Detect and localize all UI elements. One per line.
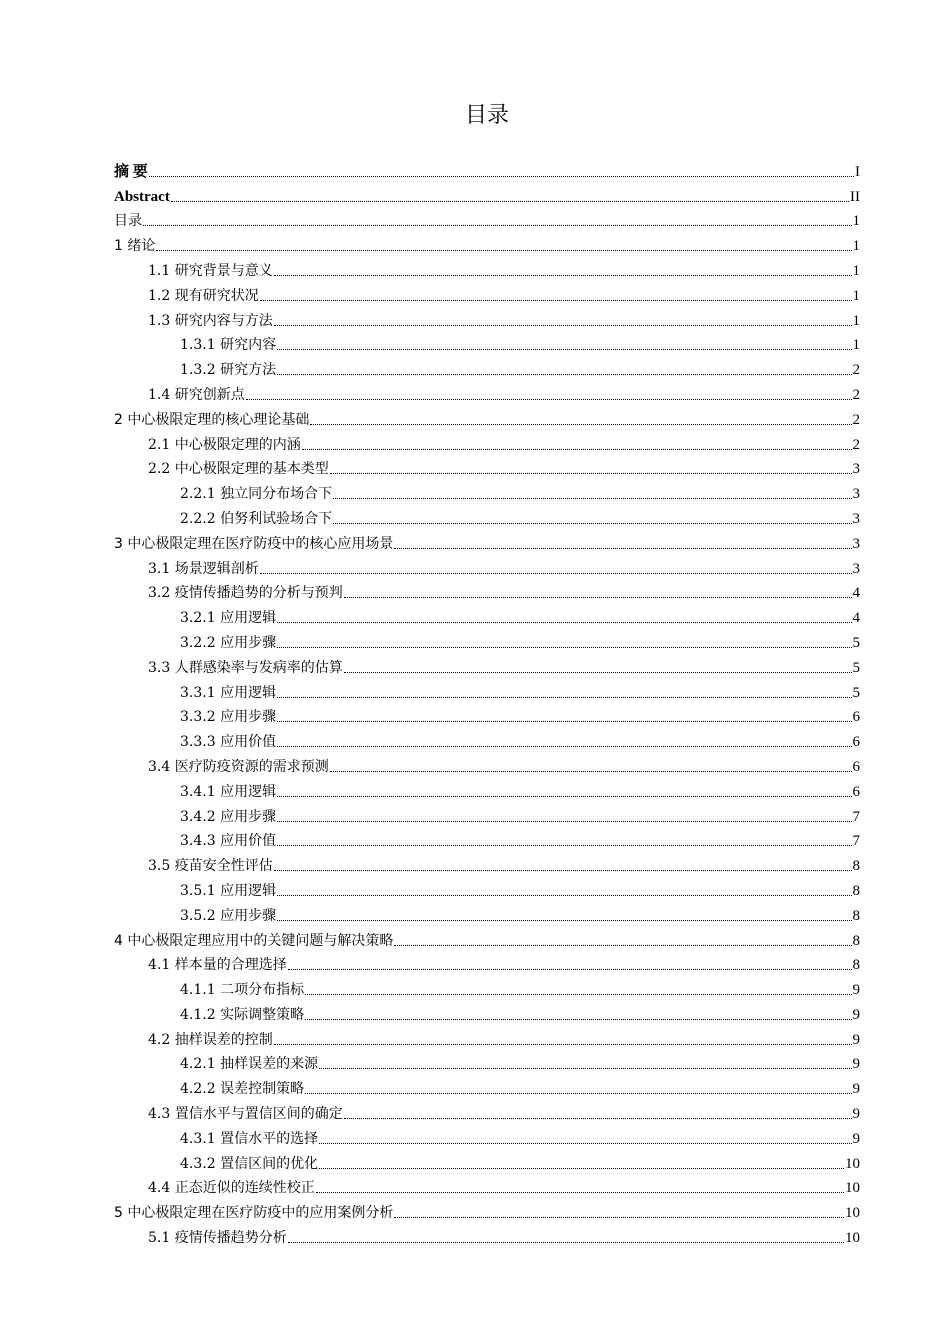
toc-entry[interactable] [114,1222,860,1247]
toc-entry-page-number: 1 [852,287,860,304]
toc-entry-page-number: 9 [852,1056,860,1073]
toc-entry-label: 4.2.2 误差控制策略 [180,1081,305,1098]
toc-entry-page-number: 6 [852,709,860,726]
toc-entry[interactable] [114,528,860,553]
toc-entry[interactable] [114,925,860,950]
toc-entry-label: 3.4.2 应用步骤 [180,808,277,825]
toc-entry[interactable] [114,850,860,875]
dot-leader [319,1142,851,1144]
dot-leader [305,993,851,995]
toc-entry[interactable] [114,578,860,603]
toc-entry[interactable] [114,1098,860,1123]
dot-leader [277,919,851,921]
toc-entry-label: 2.2.2 伯努利试验场合下 [180,510,333,527]
toc-entry-label: 5.1 疫情传播趋势分析 [148,1230,287,1247]
toc-entry-label: 3.4.1 应用逻辑 [180,783,277,800]
dot-leader [288,1241,844,1243]
toc-entry[interactable] [114,801,860,826]
toc-entry-label: 4.2 抽样误差的控制 [148,1031,273,1048]
toc-entry-page-number: 10 [845,1230,860,1247]
toc-list [114,156,860,1247]
toc-entry-page-number: 1 [852,337,860,354]
dot-leader [333,497,851,499]
toc-entry[interactable] [114,354,860,379]
toc-entry-label: 3.4.3 应用价值 [180,833,277,850]
dot-leader [274,1043,852,1045]
dot-leader [156,249,851,251]
toc-entry-page-number: 3 [852,461,860,478]
dot-leader [277,621,851,623]
toc-entry-label: 1.3.2 研究方法 [180,362,277,379]
toc-entry[interactable] [114,627,860,652]
toc-entry-page-number: 8 [852,882,860,899]
toc-entry-label: 3.2.1 应用逻辑 [180,610,277,627]
toc-entry-page-number: 2 [852,411,860,428]
toc-entry[interactable] [114,726,860,751]
toc-entry-label: 2.2.1 独立同分布场合下 [180,486,333,503]
dot-leader [277,348,851,350]
dot-leader [344,1117,852,1119]
toc-entry-label: 1 绪论 [114,238,156,255]
toc-entry[interactable] [114,751,860,776]
toc-entry[interactable] [114,454,860,479]
toc-entry[interactable] [114,776,860,801]
dot-leader [305,1092,851,1094]
toc-entry-page-number: 3 [852,510,860,527]
toc-entry[interactable] [114,702,860,727]
toc-entry-label: 1.1 研究背景与意义 [148,262,273,279]
toc-entry[interactable] [114,950,860,975]
toc-entry-page-number: 1 [852,213,860,230]
toc-entry[interactable] [114,1123,860,1148]
dot-leader [305,1018,851,1020]
dot-leader [274,869,852,871]
toc-entry[interactable] [114,875,860,900]
toc-entry-label: 3.3 人群感染率与发病率的估算 [148,659,343,676]
dot-leader [277,696,851,698]
toc-entry[interactable] [114,503,860,528]
toc-entry-label: 3.5.2 应用步骤 [180,907,277,924]
toc-entry[interactable] [114,1173,860,1198]
dot-leader [302,448,852,450]
toc-entry[interactable] [114,305,860,330]
toc-entry-page-number: 10 [845,1205,860,1222]
toc-entry-page-number: 6 [852,758,860,775]
toc-entry[interactable] [114,156,860,181]
dot-leader [316,1191,844,1193]
toc-entry-label: 3.4 医疗防疫资源的需求预测 [148,758,329,775]
toc-entry[interactable] [114,974,860,999]
toc-entry-label: 1.2 现有研究状况 [148,287,259,304]
toc-entry-label: 3 中心极限定理在医疗防疫中的核心应用场景 [114,535,394,552]
toc-entry[interactable] [114,1073,860,1098]
dot-leader [143,224,852,226]
dot-leader [319,1067,851,1069]
toc-entry-label: 3.3.2 应用步骤 [180,709,277,726]
toc-entry-label: 4.3.1 置信水平的选择 [180,1130,319,1147]
toc-entry-label: 3.5.1 应用逻辑 [180,882,277,899]
toc-entry-page-number: II [850,188,860,205]
dot-leader [277,844,851,846]
toc-entry-label: 4.1.1 二项分布指标 [180,982,305,999]
dot-leader [330,770,852,772]
toc-entry[interactable] [114,429,860,454]
toc-entry-label: 3.3.1 应用逻辑 [180,684,277,701]
toc-entry-label: 4.3 置信水平与置信区间的确定 [148,1106,343,1123]
toc-entry[interactable] [114,826,860,851]
toc-entry[interactable] [114,379,860,404]
toc-entry-label: 1.3.1 研究内容 [180,337,277,354]
toc-entry-label: Abstract [114,188,170,205]
toc-entry-page-number: I [855,163,860,180]
dot-leader [277,820,851,822]
dot-leader [274,324,852,326]
toc-entry-page-number: 1 [852,312,860,329]
toc-entry-label: 4.1.2 实际调整策略 [180,1006,305,1023]
toc-entry-page-number: 4 [852,585,860,602]
toc-entry-page-number: 9 [852,1081,860,1098]
toc-entry-page-number: 4 [852,610,860,627]
toc-entry-page-number: 8 [852,957,860,974]
toc-entry[interactable] [114,1148,860,1173]
dot-leader [330,472,852,474]
toc-entry[interactable] [114,602,860,627]
dot-leader [344,596,852,598]
toc-entry-label: 5 中心极限定理在医疗防疫中的应用案例分析 [114,1205,394,1222]
toc-entry-label: 3.5 疫苗安全性评估 [148,858,273,875]
dot-leader [288,968,852,970]
toc-entry[interactable] [114,181,860,206]
dot-leader [277,745,851,747]
toc-entry[interactable] [114,230,860,255]
toc-entry-page-number: 10 [845,1155,860,1172]
toc-entry-page-number: 2 [852,362,860,379]
dot-leader [277,646,851,648]
toc-entry-label: 3.2 疫情传播趋势的分析与预判 [148,585,343,602]
dot-leader [260,299,852,301]
toc-entry-page-number: 1 [852,262,860,279]
dot-leader [319,1167,844,1169]
toc-entry-page-number: 1 [852,238,860,255]
toc-entry-label: 4 中心极限定理应用中的关键问题与解决策略 [114,932,394,949]
toc-entry[interactable] [114,553,860,578]
toc-entry-page-number: 5 [852,659,860,676]
toc-entry-page-number: 7 [852,833,860,850]
toc-entry-page-number: 9 [852,1006,860,1023]
toc-entry-label: 2 中心极限定理的核心理论基础 [114,411,310,428]
toc-entry-page-number: 2 [852,436,860,453]
toc-entry-page-number: 9 [852,982,860,999]
toc-entry[interactable] [114,1049,860,1074]
toc-entry[interactable] [114,206,860,231]
toc-entry-label: 4.3.2 置信区间的优化 [180,1155,319,1172]
toc-entry[interactable] [114,330,860,355]
toc-entry[interactable] [114,677,860,702]
toc-entry-page-number: 2 [852,386,860,403]
toc-entry[interactable] [114,999,860,1024]
toc-entry-page-number: 5 [852,684,860,701]
dot-leader [310,423,851,425]
toc-entry-page-number: 9 [852,1031,860,1048]
toc-entry[interactable] [114,280,860,305]
toc-entry-page-number: 6 [852,734,860,751]
dot-leader [394,547,851,549]
dot-leader [333,522,851,524]
dot-leader [260,572,852,574]
dot-leader [277,373,851,375]
dot-leader [277,795,851,797]
dot-leader [274,274,852,276]
toc-entry[interactable] [114,478,860,503]
toc-entry-label: 3.2.2 应用步骤 [180,634,277,651]
toc-entry-label: 4.1 样本量的合理选择 [148,957,287,974]
toc-entry-label: 2.1 中心极限定理的内涵 [148,436,301,453]
toc-entry-page-number: 3 [852,535,860,552]
toc-entry-page-number: 8 [852,907,860,924]
dot-leader [394,944,851,946]
toc-entry-page-number: 3 [852,486,860,503]
toc-entry-label: 3.1 场景逻辑剖析 [148,560,259,577]
toc-entry-label: 4.4 正态近似的连续性校正 [148,1180,315,1197]
dot-leader [277,720,851,722]
toc-entry-page-number: 7 [852,808,860,825]
toc-entry-label: 3.3.3 应用价值 [180,734,277,751]
toc-entry-label: 1.3 研究内容与方法 [148,312,273,329]
toc-entry-page-number: 10 [845,1180,860,1197]
dot-leader [277,894,851,896]
toc-entry-label: 4.2.1 抽样误差的来源 [180,1056,319,1073]
toc-entry-page-number: 9 [852,1106,860,1123]
toc-entry[interactable] [114,1024,860,1049]
dot-leader [394,1216,844,1218]
toc-entry-label: 1.4 研究创新点 [148,386,245,403]
dot-leader [149,175,854,177]
toc-entry[interactable] [114,404,860,429]
dot-leader [344,671,852,673]
toc-entry[interactable] [114,255,860,280]
dot-leader [246,398,852,400]
dot-leader [171,200,849,202]
toc-entry[interactable] [114,900,860,925]
toc-entry-label: 摘 要 [114,163,148,180]
page-title: 目录 [464,103,509,128]
toc-entry[interactable] [114,1197,860,1222]
toc-entry-page-number: 6 [852,783,860,800]
toc-entry-page-number: 8 [852,858,860,875]
toc-entry-page-number: 3 [852,560,860,577]
toc-entry-page-number: 5 [852,634,860,651]
toc-entry-page-number: 9 [852,1130,860,1147]
toc-entry[interactable] [114,652,860,677]
toc-entry-page-number: 8 [852,932,860,949]
toc-entry-label: 目录 [114,213,142,230]
toc-entry-label: 2.2 中心极限定理的基本类型 [148,461,329,478]
